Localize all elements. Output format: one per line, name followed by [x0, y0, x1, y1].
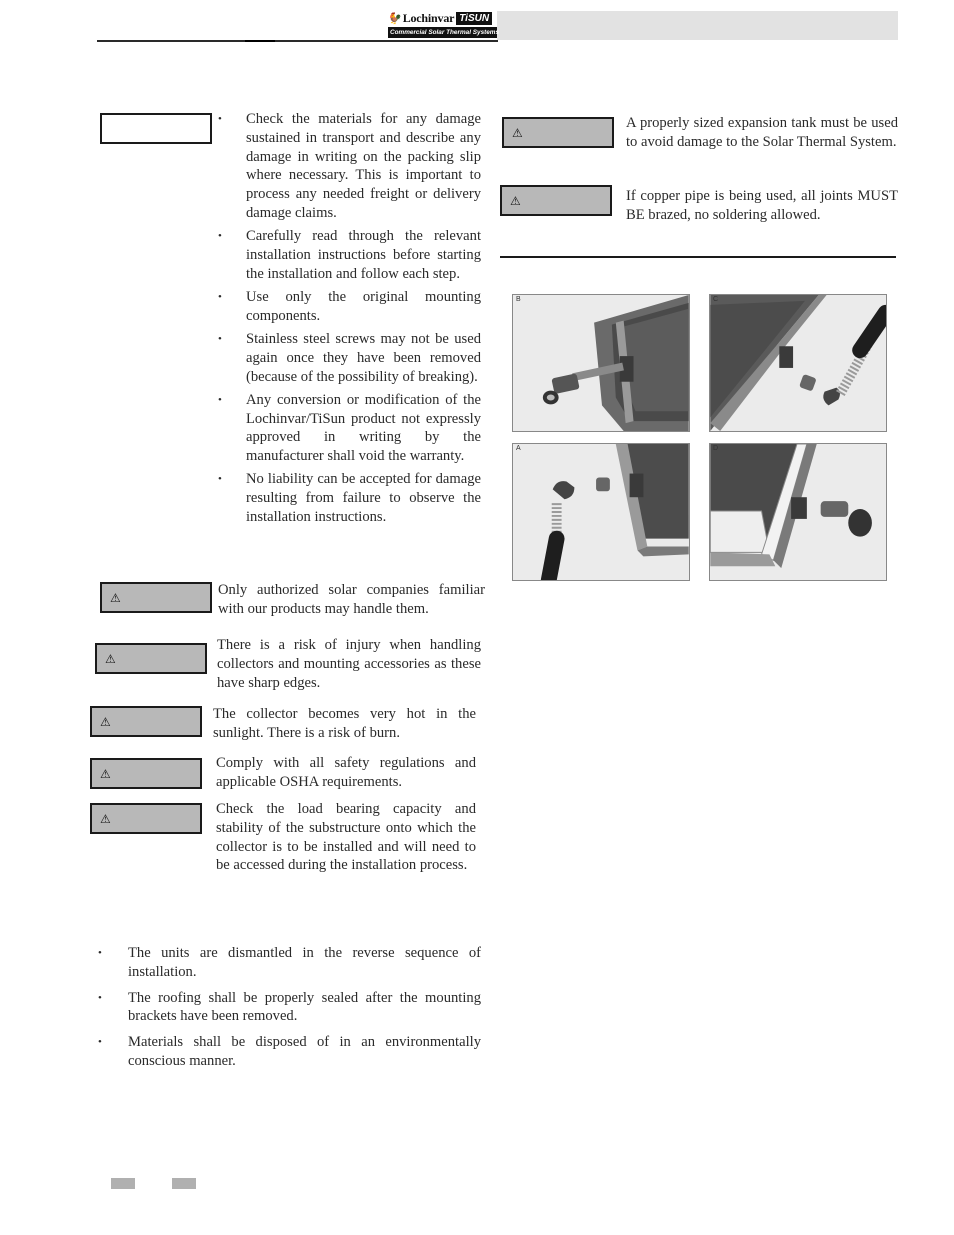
- warning-text: There is a risk of injury when handling collectors and mounting accessories as these have sharp edges.: [217, 637, 481, 691]
- list-item: • Materials shall be disposed of in an environmentally conscious manner.: [98, 1033, 481, 1071]
- collector-connection-illustration: [710, 444, 886, 580]
- warning-label: [502, 117, 614, 148]
- brand-logo: [388, 11, 500, 39]
- list-item: • Stainless steel screws may not be used again once they have been removed (because of the possibility of breaking).: [218, 330, 481, 386]
- list-item: • Use only the original mounting components.: [218, 288, 481, 326]
- panel-letter: C: [713, 296, 719, 303]
- header-rule-accent: [245, 40, 275, 42]
- warning-text: Check the load bearing capacity and stability of the substructure onto which the collector is to be installed and will need to be accessed during the installation process.: [216, 801, 476, 874]
- figure-panel-a: [512, 443, 690, 581]
- brand-sub: TiSUN: [456, 12, 492, 25]
- list-item: • Any conversion or modification of the Lochinvar/TiSun product not expressly approved in writing by the manufacturer shall void the warranty.: [218, 391, 481, 466]
- warning-icon: ⚠: [100, 766, 111, 781]
- warning-text: Comply with all safety regulations and applicable OSHA requirements.: [216, 755, 476, 790]
- brand-tagline: Commercial Solar Thermal Systems: [390, 29, 500, 36]
- warning-text: A properly sized expansion tank must be used to avoid damage to the Solar Thermal System.: [626, 115, 898, 150]
- warning-label: [90, 758, 202, 789]
- warning-label: [500, 185, 612, 216]
- warning-label: [90, 706, 202, 737]
- header-rule: [97, 40, 498, 42]
- list-item: • The units are dismantled in the reverse sequence of installation.: [98, 944, 481, 982]
- warning-label: [100, 582, 212, 613]
- warning-icon: ⚠: [105, 651, 116, 666]
- header-bar: [497, 11, 898, 40]
- panel-letter: D: [713, 445, 719, 452]
- figure-panel-d: [709, 443, 887, 581]
- warning-icon: ⚠: [100, 811, 111, 826]
- section-rule: [500, 256, 896, 258]
- warning-icon: ⚠: [510, 193, 521, 208]
- warning-label: [90, 803, 202, 834]
- warning-text: Only authorized solar companies familiar with our products may handle them.: [218, 582, 485, 617]
- panel-letter: B: [516, 296, 521, 303]
- warning-icon: ⚠: [100, 714, 111, 729]
- collector-connection-illustration: [710, 295, 886, 431]
- footer-tab: [111, 1178, 135, 1189]
- dismantle-list: [98, 944, 481, 1078]
- brand-name: Lochinvar: [402, 11, 455, 25]
- list-item: • The roofing shall be properly sealed after the mounting brackets have been removed.: [98, 989, 481, 1027]
- warning-text: The collector becomes very hot in the sunlight. There is a risk of burn.: [213, 706, 476, 741]
- collector-connection-illustration: [513, 444, 689, 580]
- figure-panel-c: [709, 294, 887, 432]
- bird-icon: 🐓: [388, 12, 402, 25]
- collector-connection-illustration: [513, 295, 689, 431]
- checklist: [218, 110, 481, 531]
- footer-tab: [172, 1178, 196, 1189]
- warning-icon: ⚠: [110, 590, 121, 605]
- panel-letter: A: [516, 445, 521, 452]
- warning-icon: ⚠: [512, 125, 523, 140]
- warning-label: [95, 643, 207, 674]
- list-item: • No liability can be accepted for damage resulting from failure to observe the installation instructions.: [218, 470, 481, 526]
- list-item: • Carefully read through the relevant installation instructions before starting the installation and follow each step.: [218, 227, 481, 283]
- list-item: • Check the materials for any damage sustained in transport and describe any damage in writing on the packing slip where necessary. This is important to process any needed freight or delivery damage claims.: [218, 110, 481, 223]
- warning-text: If copper pipe is being used, all joints MUST BE brazed, no soldering allowed.: [626, 188, 898, 223]
- figure-panel-b: [512, 294, 690, 432]
- section-label-box: [100, 113, 212, 144]
